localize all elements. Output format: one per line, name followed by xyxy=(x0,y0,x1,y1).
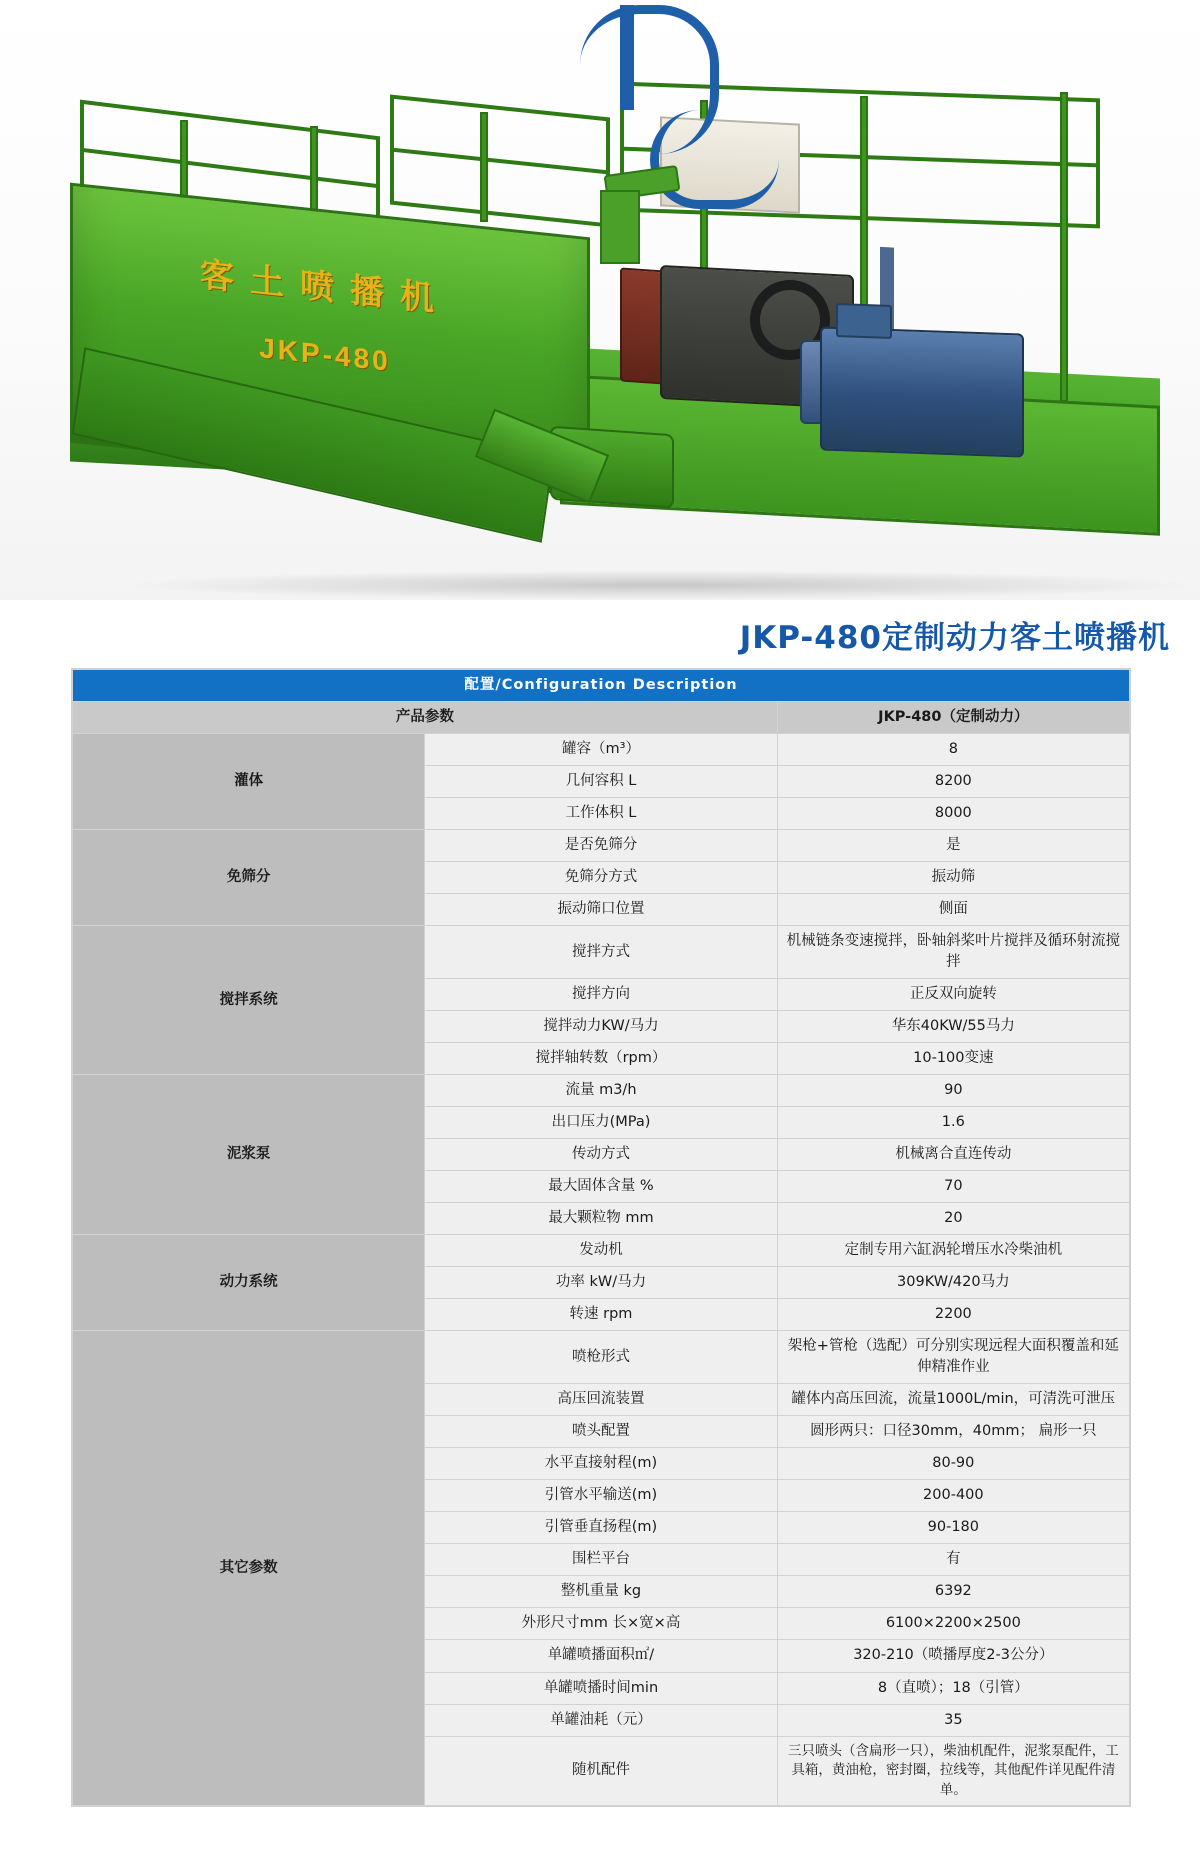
row-label: 发动机 xyxy=(425,1235,777,1267)
row-value: 20 xyxy=(777,1203,1129,1235)
row-value: 2200 xyxy=(777,1299,1129,1331)
row-label: 单罐喷播面积㎡/ xyxy=(425,1640,777,1672)
row-label: 搅拌动力KW/马力 xyxy=(425,1011,777,1043)
row-value: 6392 xyxy=(777,1576,1129,1608)
table-row xyxy=(73,734,1130,766)
table-row xyxy=(73,926,1130,979)
row-label: 整机重量 kg xyxy=(425,1576,777,1608)
group-label-screening: 免筛分 xyxy=(73,830,425,926)
row-value: 正反双向旋转 xyxy=(777,979,1129,1011)
column-header-model: JKP-480（定制动力） xyxy=(777,702,1129,734)
row-label: 传动方式 xyxy=(425,1139,777,1171)
row-label: 搅拌方式 xyxy=(425,926,777,979)
row-label: 工作体积 L xyxy=(425,798,777,830)
group-label-pump: 泥浆泵 xyxy=(73,1075,425,1235)
row-value: 8000 xyxy=(777,798,1129,830)
table-row xyxy=(73,1075,1130,1107)
row-value: 8200 xyxy=(777,766,1129,798)
row-value: 8（直喷）；18（引管） xyxy=(777,1672,1129,1704)
row-label: 流量 m3/h xyxy=(425,1075,777,1107)
row-label: 引管水平输送(m) xyxy=(425,1480,777,1512)
machine-illustration xyxy=(60,100,1180,580)
table-row xyxy=(73,1331,1130,1384)
row-value: 320-210（喷播厚度2-3公分） xyxy=(777,1640,1129,1672)
blue-pipe-vertical xyxy=(620,5,634,110)
row-value: 圆形两只：口径30mm，40mm； 扁形一只 xyxy=(777,1416,1129,1448)
row-value: 200-400 xyxy=(777,1480,1129,1512)
group-label-power: 动力系统 xyxy=(73,1235,425,1331)
page-title: JKP-480定制动力客土喷播机 xyxy=(739,620,1170,656)
row-label: 单罐喷播时间min xyxy=(425,1672,777,1704)
row-label: 振动筛口位置 xyxy=(425,894,777,926)
tank-model-label: JKP-480 xyxy=(259,332,391,377)
row-value: 35 xyxy=(777,1704,1129,1736)
row-value: 振动筛 xyxy=(777,862,1129,894)
row-value: 罐体内高压回流，流量1000L/min，可清洗可泄压 xyxy=(777,1384,1129,1416)
row-value: 90-180 xyxy=(777,1512,1129,1544)
row-label: 功率 kW/马力 xyxy=(425,1267,777,1299)
row-value: 309KW/420马力 xyxy=(777,1267,1129,1299)
row-value: 70 xyxy=(777,1171,1129,1203)
row-label: 免筛分方式 xyxy=(425,862,777,894)
tank-label-chinese: 客土喷播机 xyxy=(200,254,450,322)
rail-post xyxy=(480,112,488,222)
row-label: 水平直接射程(m) xyxy=(425,1448,777,1480)
row-label: 出口压力(MPa) xyxy=(425,1107,777,1139)
group-label-tank: 灌体 xyxy=(73,734,425,830)
column-header-parameter: 产品参数 xyxy=(73,702,778,734)
row-label: 转速 rpm xyxy=(425,1299,777,1331)
row-value: 1.6 xyxy=(777,1107,1129,1139)
row-label: 几何容积 L xyxy=(425,766,777,798)
row-label: 搅拌方向 xyxy=(425,979,777,1011)
row-label: 搅拌轴转数（rpm） xyxy=(425,1043,777,1075)
group-label-mixing: 搅拌系统 xyxy=(73,926,425,1075)
row-value: 定制专用六缸涡轮增压水冷柴油机 xyxy=(777,1235,1129,1267)
blue-pipe-lower xyxy=(650,110,779,209)
product-photo xyxy=(0,0,1200,600)
row-value: 架枪+管枪（选配）可分别实现远程大面积覆盖和延伸精准作业 xyxy=(777,1331,1129,1384)
row-label: 喷头配置 xyxy=(425,1416,777,1448)
row-value: 10-100变速 xyxy=(777,1043,1129,1075)
row-label: 引管垂直扬程(m) xyxy=(425,1512,777,1544)
ground-shadow xyxy=(120,570,1200,600)
group-label-other: 其它参数 xyxy=(73,1331,425,1806)
row-label: 随机配件 xyxy=(425,1736,777,1806)
row-value: 侧面 xyxy=(777,894,1129,926)
table-title: 配置/Configuration Description xyxy=(73,670,1130,702)
row-value: 华东40KW/55马力 xyxy=(777,1011,1129,1043)
specification-table xyxy=(71,668,1131,1807)
row-value: 80-90 xyxy=(777,1448,1129,1480)
row-value: 机械链条变速搅拌，卧轴斜桨叶片搅拌及循环射流搅拌 xyxy=(777,926,1129,979)
row-value: 三只喷头（含扁形一只），柴油机配件，泥浆泵配件，工具箱，黄油枪，密封圈，拉线等，其他配件详见配件清单。 xyxy=(777,1736,1129,1806)
row-label: 最大颗粒物 mm xyxy=(425,1203,777,1235)
row-label: 围栏平台 xyxy=(425,1544,777,1576)
row-label: 外形尺寸mm 长×宽×高 xyxy=(425,1608,777,1640)
table-title-row xyxy=(73,670,1130,702)
row-label: 是否免筛分 xyxy=(425,830,777,862)
row-value: 是 xyxy=(777,830,1129,862)
table-row xyxy=(73,830,1130,862)
row-label: 喷枪形式 xyxy=(425,1331,777,1384)
rail-post xyxy=(1060,92,1068,402)
row-value: 机械离合直连传动 xyxy=(777,1139,1129,1171)
spray-cannon-base xyxy=(600,190,640,264)
table-row xyxy=(73,1235,1130,1267)
guard-rail-middle xyxy=(390,94,610,227)
table-column-header-row xyxy=(73,702,1130,734)
row-label: 最大固体含量 % xyxy=(425,1171,777,1203)
diesel-engine xyxy=(820,326,1024,457)
row-value: 90 xyxy=(777,1075,1129,1107)
row-value: 8 xyxy=(777,734,1129,766)
row-label: 单罐油耗（元） xyxy=(425,1704,777,1736)
row-value: 6100×2200×2500 xyxy=(777,1608,1129,1640)
row-label: 罐容（m³） xyxy=(425,734,777,766)
row-label: 高压回流装置 xyxy=(425,1384,777,1416)
row-value: 有 xyxy=(777,1544,1129,1576)
